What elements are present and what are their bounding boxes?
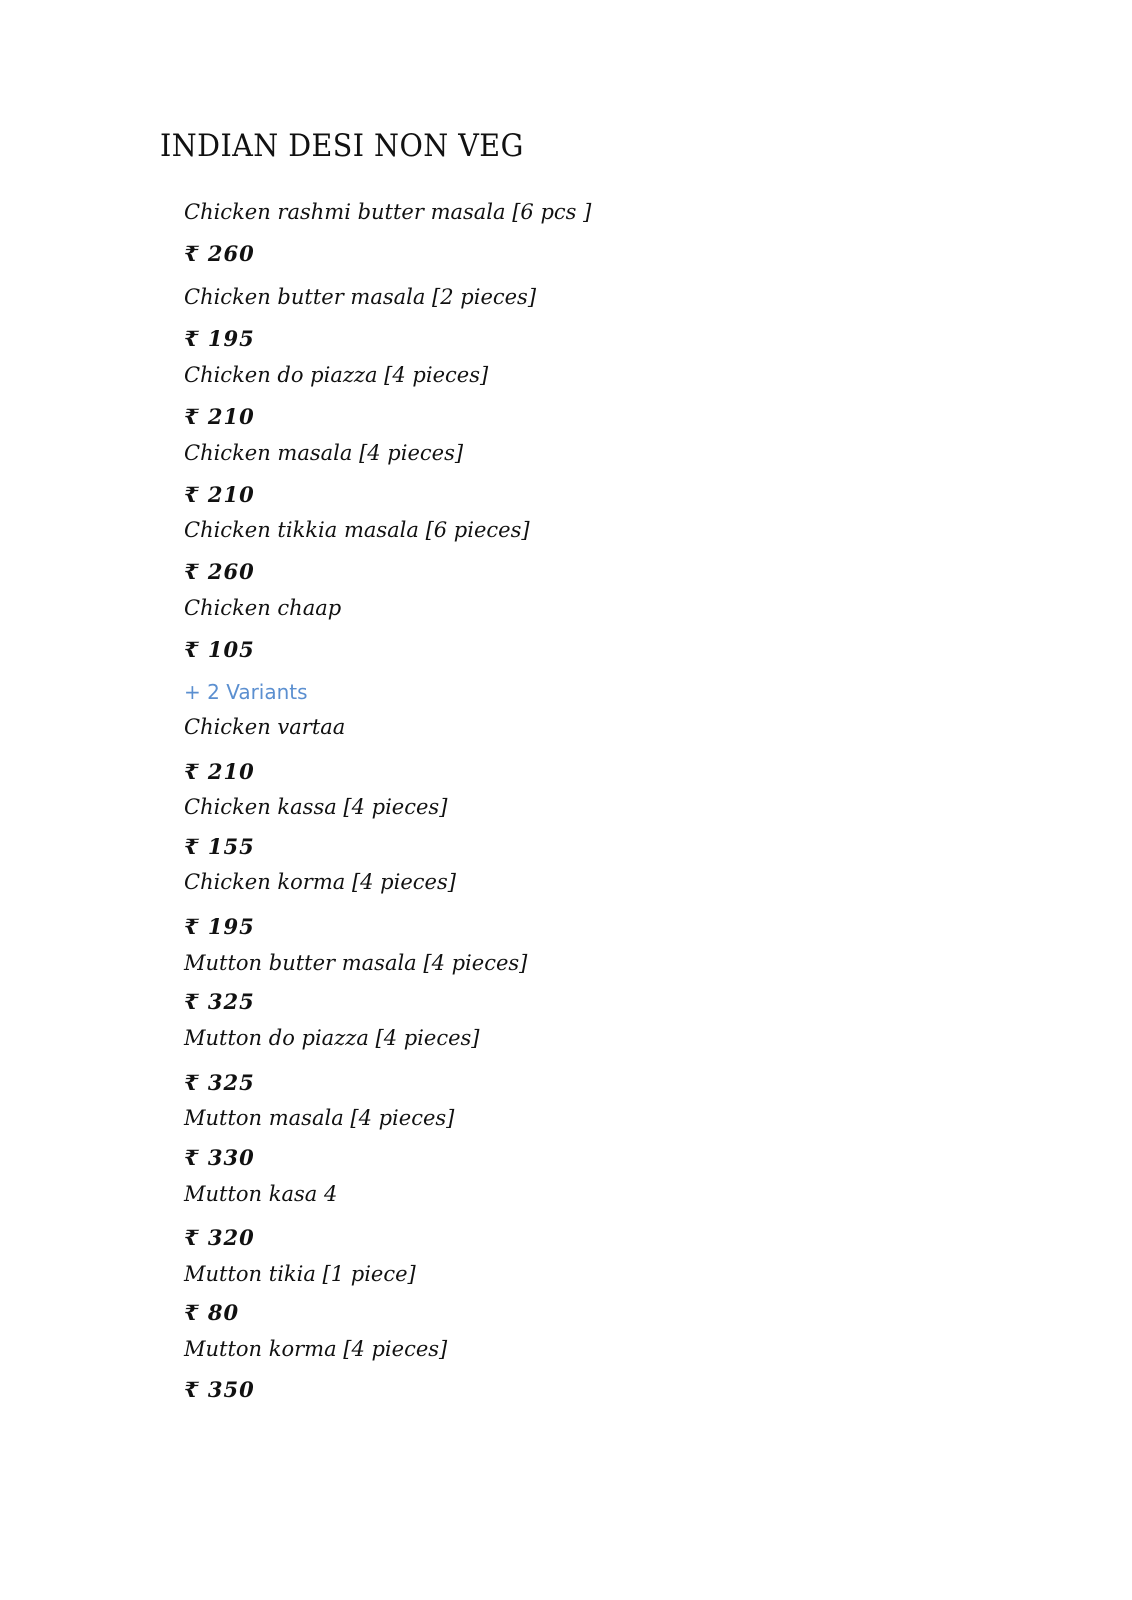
item-name: Mutton butter masala [4 pieces]	[184, 951, 528, 975]
item-price: ₹ 325	[184, 989, 255, 1014]
item-price: ₹ 260	[184, 559, 255, 584]
item-name: Chicken chaap	[184, 596, 342, 620]
item-price: ₹ 210	[184, 759, 255, 784]
item-price: ₹ 105	[184, 637, 255, 662]
item-name: Chicken masala [4 pieces]	[184, 441, 464, 465]
item-name: Mutton kasa 4	[184, 1182, 338, 1206]
item-price: ₹ 210	[184, 482, 255, 507]
item-price: ₹ 80	[184, 1300, 240, 1325]
item-price: ₹ 195	[184, 914, 255, 939]
item-name: Chicken kassa [4 pieces]	[184, 795, 448, 819]
item-name: Chicken korma [4 pieces]	[184, 870, 456, 894]
section-title: INDIAN DESI NON VEG	[160, 128, 524, 164]
item-name: Mutton tikia [1 piece]	[184, 1262, 416, 1286]
item-price: ₹ 155	[184, 834, 255, 859]
item-price: ₹ 260	[184, 241, 255, 266]
item-name: Chicken vartaa	[184, 715, 346, 739]
item-price: ₹ 320	[184, 1225, 255, 1250]
item-name: Chicken rashmi butter masala [6 pcs ]	[184, 200, 592, 224]
item-name: Mutton korma [4 pieces]	[184, 1337, 448, 1361]
item-name: Chicken tikkia masala [6 pieces]	[184, 518, 530, 542]
item-name: Chicken do piazza [4 pieces]	[184, 363, 489, 387]
item-name: Chicken butter masala [2 pieces]	[184, 285, 537, 309]
item-price: ₹ 210	[184, 404, 255, 429]
item-price: ₹ 325	[184, 1070, 255, 1095]
variants-link[interactable]: + 2 Variants	[184, 680, 308, 704]
item-name: Mutton do piazza [4 pieces]	[184, 1026, 480, 1050]
item-price: ₹ 195	[184, 326, 255, 351]
item-price: ₹ 350	[184, 1377, 255, 1402]
item-price: ₹ 330	[184, 1145, 255, 1170]
item-name: Mutton masala [4 pieces]	[184, 1106, 455, 1130]
